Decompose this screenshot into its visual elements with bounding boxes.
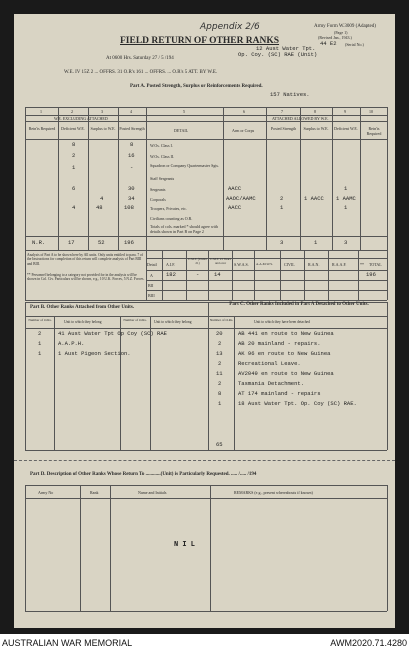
total-c2: 17 <box>68 239 75 246</box>
part-c-unit: AB 441 en route to New Guinea <box>238 330 334 337</box>
col-number: 5 <box>183 109 185 114</box>
analysis-total: 196 <box>366 271 376 278</box>
form-sheet <box>14 14 395 628</box>
analysis-header: ** <box>360 262 364 267</box>
analysis-21-over: 14 <box>214 271 221 278</box>
part-c-num: 11 <box>216 370 223 377</box>
part-c-num: 20 <box>216 330 223 337</box>
part-d-header: Army No <box>38 490 54 495</box>
col-header: DETAIL <box>174 128 189 133</box>
handwritten-appendix-note: Appendix 2/6 <box>200 22 260 32</box>
unit-line-2: Op. Coy. (SC) RAE (Unit) <box>238 51 318 58</box>
at-hours-line: At 0600 Hrs. Saturday 27 / 5 /194 <box>106 56 174 61</box>
cell-att-deficient: 1 <box>344 185 348 192</box>
part-c-total: 65 <box>216 441 223 448</box>
col-number: 10 <box>369 109 373 114</box>
col-header: Deficient W.E. <box>61 126 85 131</box>
col-header: Rein'ts Required <box>28 126 56 131</box>
analysis-header: S.W.A.S. <box>234 262 249 267</box>
part-c-num: 2 <box>218 360 222 367</box>
analysis-header: C.M.F. 21 Years and over <box>210 257 231 265</box>
cell-deficient: 6 <box>72 185 76 192</box>
analysis-row-label: A <box>150 273 153 278</box>
part-b-header: Unit to which they belong <box>64 320 102 324</box>
part-c-unit: AT 174 mainland - repairs <box>238 390 321 397</box>
cell-arm-corps: AAOC/AAMC <box>226 195 256 202</box>
col-number: 7 <box>281 109 283 114</box>
col-header: Deficient W.E. <box>334 126 358 131</box>
cell-deficient: 2 <box>72 152 76 159</box>
part-b-num: 1 <box>38 340 42 347</box>
part-c-unit: AB 20 mainland - repairs. <box>238 340 321 347</box>
totals-label: Totals of cols. marked * should agree with details shown in Part B on Page 2 <box>150 224 218 234</box>
part-c-num: 8 <box>218 390 222 397</box>
part-d-header: Rank <box>90 490 99 495</box>
detail-civilians: Civilians counting as O.R. <box>150 216 193 221</box>
col-header: Surplus to W.E. <box>90 126 116 131</box>
part-d-title: Part D. Description of Other Ranks Whose Return To ............(Unit) is Particularly Requested. ..... /..... /194 <box>30 472 257 477</box>
analysis-header: A.I.F. <box>166 262 176 267</box>
cell-posted: 16 <box>128 152 135 159</box>
analysis-header: A.A.M.W.S. <box>256 262 273 266</box>
cell-att-surplus: 1 AACC <box>304 195 324 202</box>
analysis-header: C.M.F. (Under 21) <box>188 257 207 265</box>
col-number: 8 <box>314 109 316 114</box>
analysis-note: Analysis of Part A to be shown here by All units. Only units entitled to para. 7 of the Instructions for completion of this return will complete analysis of Part BIII and BIII. <box>27 253 144 266</box>
archive-name: AUSTRALIAN WAR MEMORIAL <box>2 638 133 648</box>
analysis-row-label: BII <box>148 283 154 288</box>
part-c-unit: Tasmania Detachment. <box>238 380 305 387</box>
cell-arm-corps: AACC <box>228 204 242 211</box>
part-c-unit: AV2049 en route to New Guinea <box>238 370 334 377</box>
part-c-num: 2 <box>218 380 222 387</box>
form-page: (Page 1) <box>334 30 348 35</box>
col-header: Posted Strength <box>270 126 297 131</box>
part-b-header: Number of O.Rs. <box>28 318 52 322</box>
cell-posted: 8 <box>130 141 134 148</box>
col-header: Posted Strength <box>119 126 145 131</box>
group-label-attached: ATTACHED ALLOWED BY W.E. <box>272 116 329 121</box>
detail-staff-sergeants: Staff Sergeants <box>150 176 175 181</box>
cell-deficient: 1 <box>72 164 76 171</box>
col-header: Surplus to W.E. <box>303 126 329 131</box>
cell-att-posted: 2 <box>280 195 284 202</box>
part-b-unit: 1 Aust Pigeon Section. <box>58 350 131 357</box>
cell-att-deficient: 1 <box>344 204 348 211</box>
cell-att-posted: 1 <box>280 204 284 211</box>
analysis-aif: 182 <box>166 271 176 278</box>
part-c-header: Number of O.Rs. <box>209 318 234 322</box>
cell-deficient: 4 <box>72 204 76 211</box>
analysis-header: Detail <box>147 262 157 267</box>
part-d-nil: N I L <box>174 541 196 549</box>
cell-posted: 108 <box>124 204 134 211</box>
detail-troopers: Troopers, Privates, etc. <box>150 206 187 211</box>
cell-posted: 30 <box>128 185 135 192</box>
part-b-unit: A.A.P.H. <box>58 340 85 347</box>
col-number: 1 <box>40 109 42 114</box>
part-c-unit: 18 Aust Water Tpt. Op. Coy (SC) RAE. <box>238 400 357 407</box>
col-number: 9 <box>344 109 346 114</box>
analysis-header: CIVIL <box>284 262 295 267</box>
part-c-unit: Recreational Leave. <box>238 360 301 367</box>
col-number: 3 <box>101 109 103 114</box>
part-b-num: 2 <box>38 330 42 337</box>
analysis-header: R.A.A.F. <box>332 262 347 267</box>
part-b-num: 1 <box>38 350 42 357</box>
total-c9: 3 <box>344 239 348 246</box>
serial-number-value: 44 E2 <box>320 40 337 47</box>
part-b-header: Number of O.Rs. <box>123 318 147 322</box>
group-label-excluding-attached: W.E. EXCLUDING ATTACHED <box>54 116 108 121</box>
form-number: Army Form W.3009 (Adapted) <box>314 24 376 29</box>
part-b-unit: 41 Aust Water Tpt Op Coy (SC) RAE <box>58 330 167 337</box>
cell-deficient: 4 <box>100 195 104 202</box>
cell-arm-corps: AACC <box>228 185 242 192</box>
cell-surplus: 48 <box>96 204 103 211</box>
part-c-unit: AK 96 en route to New Guinea <box>238 350 331 357</box>
part-c-num: 1 <box>218 400 222 407</box>
cell-deficient: 8 <box>72 141 76 148</box>
total-c1: N.R. <box>32 239 46 246</box>
detail-corporals: Corporals <box>150 197 166 202</box>
form-title: FIELD RETURN OF OTHER RANKS <box>120 36 280 46</box>
col-number: 6 <box>243 109 245 114</box>
col-header: Arm or Corps <box>232 128 255 133</box>
total-c4: 196 <box>124 239 134 246</box>
unit-line-1: 12 Aust Water Tpt. <box>256 45 316 52</box>
total-c8: 1 <box>314 239 318 246</box>
archive-footer <box>0 634 409 653</box>
detail-quartermaster-sgts: Squadron or Company Quartermaster Sgts. <box>150 163 219 168</box>
analysis-header: TOTAL <box>369 262 382 267</box>
cell-att-deficient: 1 AAMC <box>336 195 356 202</box>
part-d-header: REMARKS (e.g., present whereabouts if known) <box>234 490 313 495</box>
part-c-num: 2 <box>218 340 222 347</box>
analysis-row-label: BIII <box>148 293 155 298</box>
part-c-num: 13 <box>216 350 223 357</box>
form-revised: (Revised Jan., 1943.) <box>318 35 352 40</box>
we-line: W.E. IV 15Z 2 ... OFFRS. 31 O.R's 161 ... OFFRS. ... O.R's 5 ATT. BY W.E. <box>64 70 218 75</box>
part-c-header: Unit to which they have been detached <box>254 320 310 324</box>
part-d-header: Name and Initials <box>138 490 167 495</box>
detail-sergeants: Sergeants <box>150 187 166 192</box>
analysis-note-2: ** Personnel belonging to a category not provided for in the analysis will be shown in Col. Civ. Particulars will be shown, e.g., 10 U.K. Forces, 5 N.Z. Forces. <box>27 273 145 282</box>
total-c3: 52 <box>98 239 105 246</box>
part-b-title: Part B. Other Ranks Attached from Other Units. <box>30 305 135 310</box>
col-number: 4 <box>130 109 132 114</box>
part-c-title: Part C. Other Ranks Included in Part A Detached to Other Units. <box>229 302 369 307</box>
part-b-header: Unit to which they belong <box>154 320 192 324</box>
total-c7: 3 <box>280 239 284 246</box>
cell-posted: - <box>130 164 134 171</box>
part-a-natives: 157 Natives. <box>270 91 310 98</box>
detail-wo-class-1: W.Os. Class I. <box>150 143 173 148</box>
analysis-under-21: - <box>196 271 200 278</box>
detail-wo-class-2: W.Os. Class II. <box>150 154 175 159</box>
col-number: 2 <box>71 109 73 114</box>
accession-number: AWM2020.71.4280 <box>330 638 407 648</box>
part-a-title: Part A. Posted Strength, Surplus or Reinforcements Required. <box>130 84 263 89</box>
analysis-header: R.A.N. <box>308 262 320 267</box>
col-header: Rein'ts Required <box>366 126 382 136</box>
serial-number-label: (Serial No.) <box>345 42 364 47</box>
cell-posted: 34 <box>128 195 135 202</box>
